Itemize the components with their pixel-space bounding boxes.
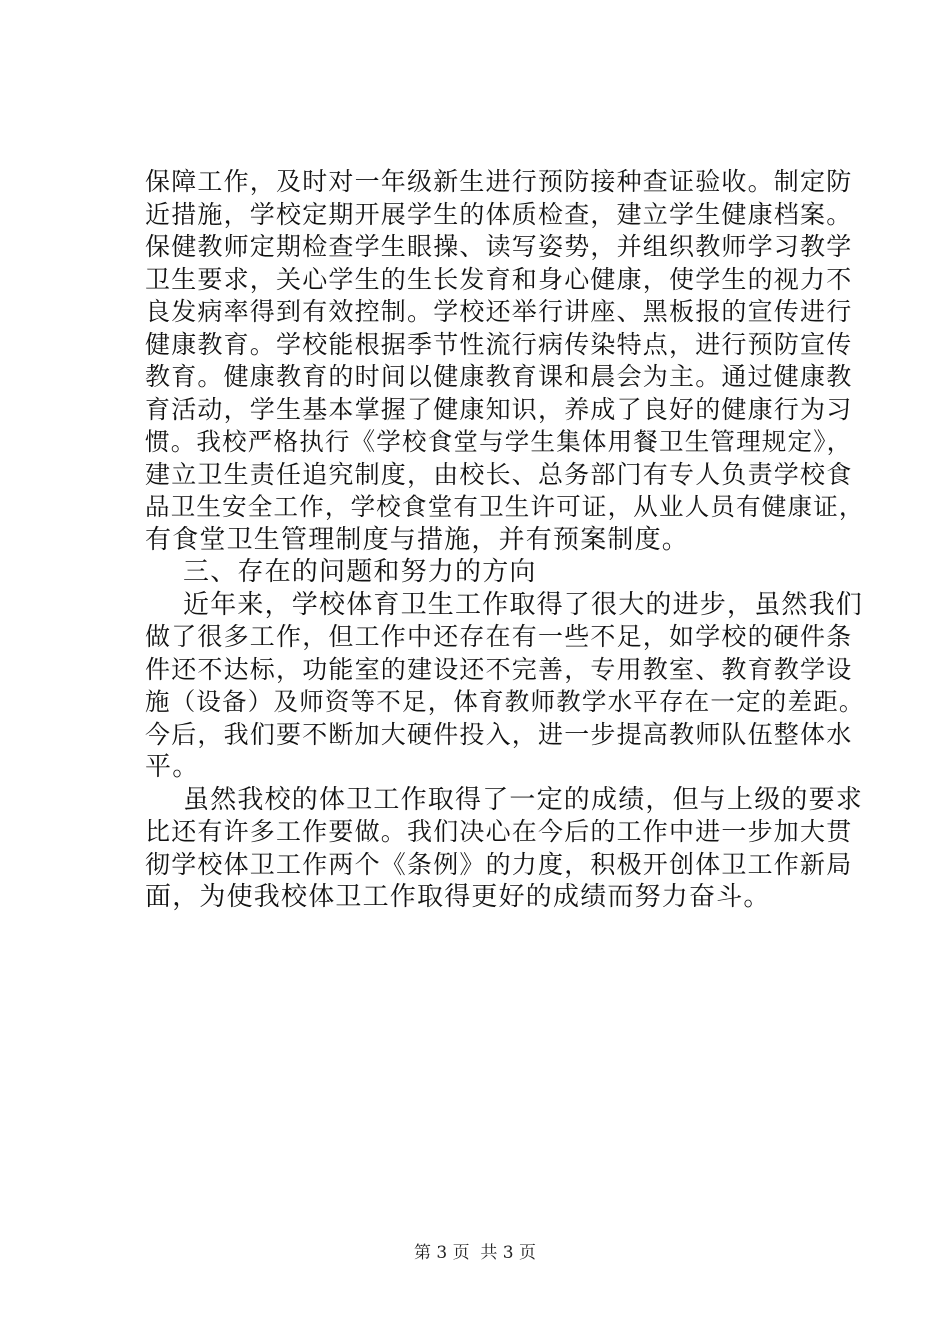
text-line: 健康教育。学校能根据季节性流行病传染特点，进行预防宣传 — [145, 329, 853, 359]
text-line: 虽然我校的体卫工作取得了一定的成绩，但与上级的要求 — [183, 784, 864, 815]
text-line: 保健教师定期检查学生眼操、读写姿势，并组织教师学习教学 — [145, 232, 853, 261]
text-line: 比还有许多工作要做。我们决心在今后的工作中进一步加大贯 — [145, 817, 853, 846]
text-line: 近措施，学校定期开展学生的体质检查，建立学生健康档案。 — [145, 199, 853, 229]
text-line: 良发病率得到有效控制。学校还举行讲座、黑板报的宣传进行 — [145, 297, 853, 326]
text-line: 平。 — [145, 752, 200, 782]
text-line: 近年来，学校体育卫生工作取得了很大的进步，虽然我们 — [183, 589, 864, 620]
text-line: 三、存在的问题和努力的方向 — [183, 557, 537, 587]
text-line: 今后，我们要不断加大硬件投入，进一步提高教师队伍整体水 — [145, 719, 853, 749]
text-line: 有食堂卫生管理制度与措施，并有预案制度。 — [145, 524, 690, 555]
text-line: 教育。健康教育的时间以健康教育课和晨会为主。通过健康教 — [145, 362, 853, 391]
page-number-label: 第 3 页 共 3 页 — [413, 1243, 537, 1263]
text-line: 施（设备）及师资等不足，体育教师教学水平存在一定的差距。 — [145, 687, 865, 716]
text-line: 件还不达标，功能室的建设还不完善，专用教室、教育教学设 — [145, 654, 853, 684]
document-body — [145, 166, 865, 914]
text-line: 育活动，学生基本掌握了健康知识，养成了良好的健康行为习 — [145, 394, 853, 424]
text-line: 卫生要求，关心学生的生长发育和身心健康，使学生的视力不 — [145, 264, 853, 294]
text-line: 面，为使我校体卫工作取得更好的成绩而努力奋斗。 — [145, 882, 771, 912]
text-line: 保障工作，及时对一年级新生进行预防接种查证验收。制定防 — [145, 167, 853, 196]
text-line: 彻学校体卫工作两个《条例》的力度，积极开创体卫工作新局 — [145, 849, 853, 879]
text-line: 惯。我校严格执行《学校食堂与学生集体用餐卫生管理规定》， — [145, 427, 853, 456]
text-line: 建立卫生责任追究制度，由校长、总务部门有专人负责学校食 — [145, 459, 853, 489]
text-line: 品卫生安全工作，学校食堂有卫生许可证，从业人员有健康证， — [145, 492, 865, 521]
text-line: 做了很多工作，但工作中还存在有一些不足，如学校的硬件条 — [145, 622, 853, 651]
page-footer — [0, 1242, 950, 1264]
